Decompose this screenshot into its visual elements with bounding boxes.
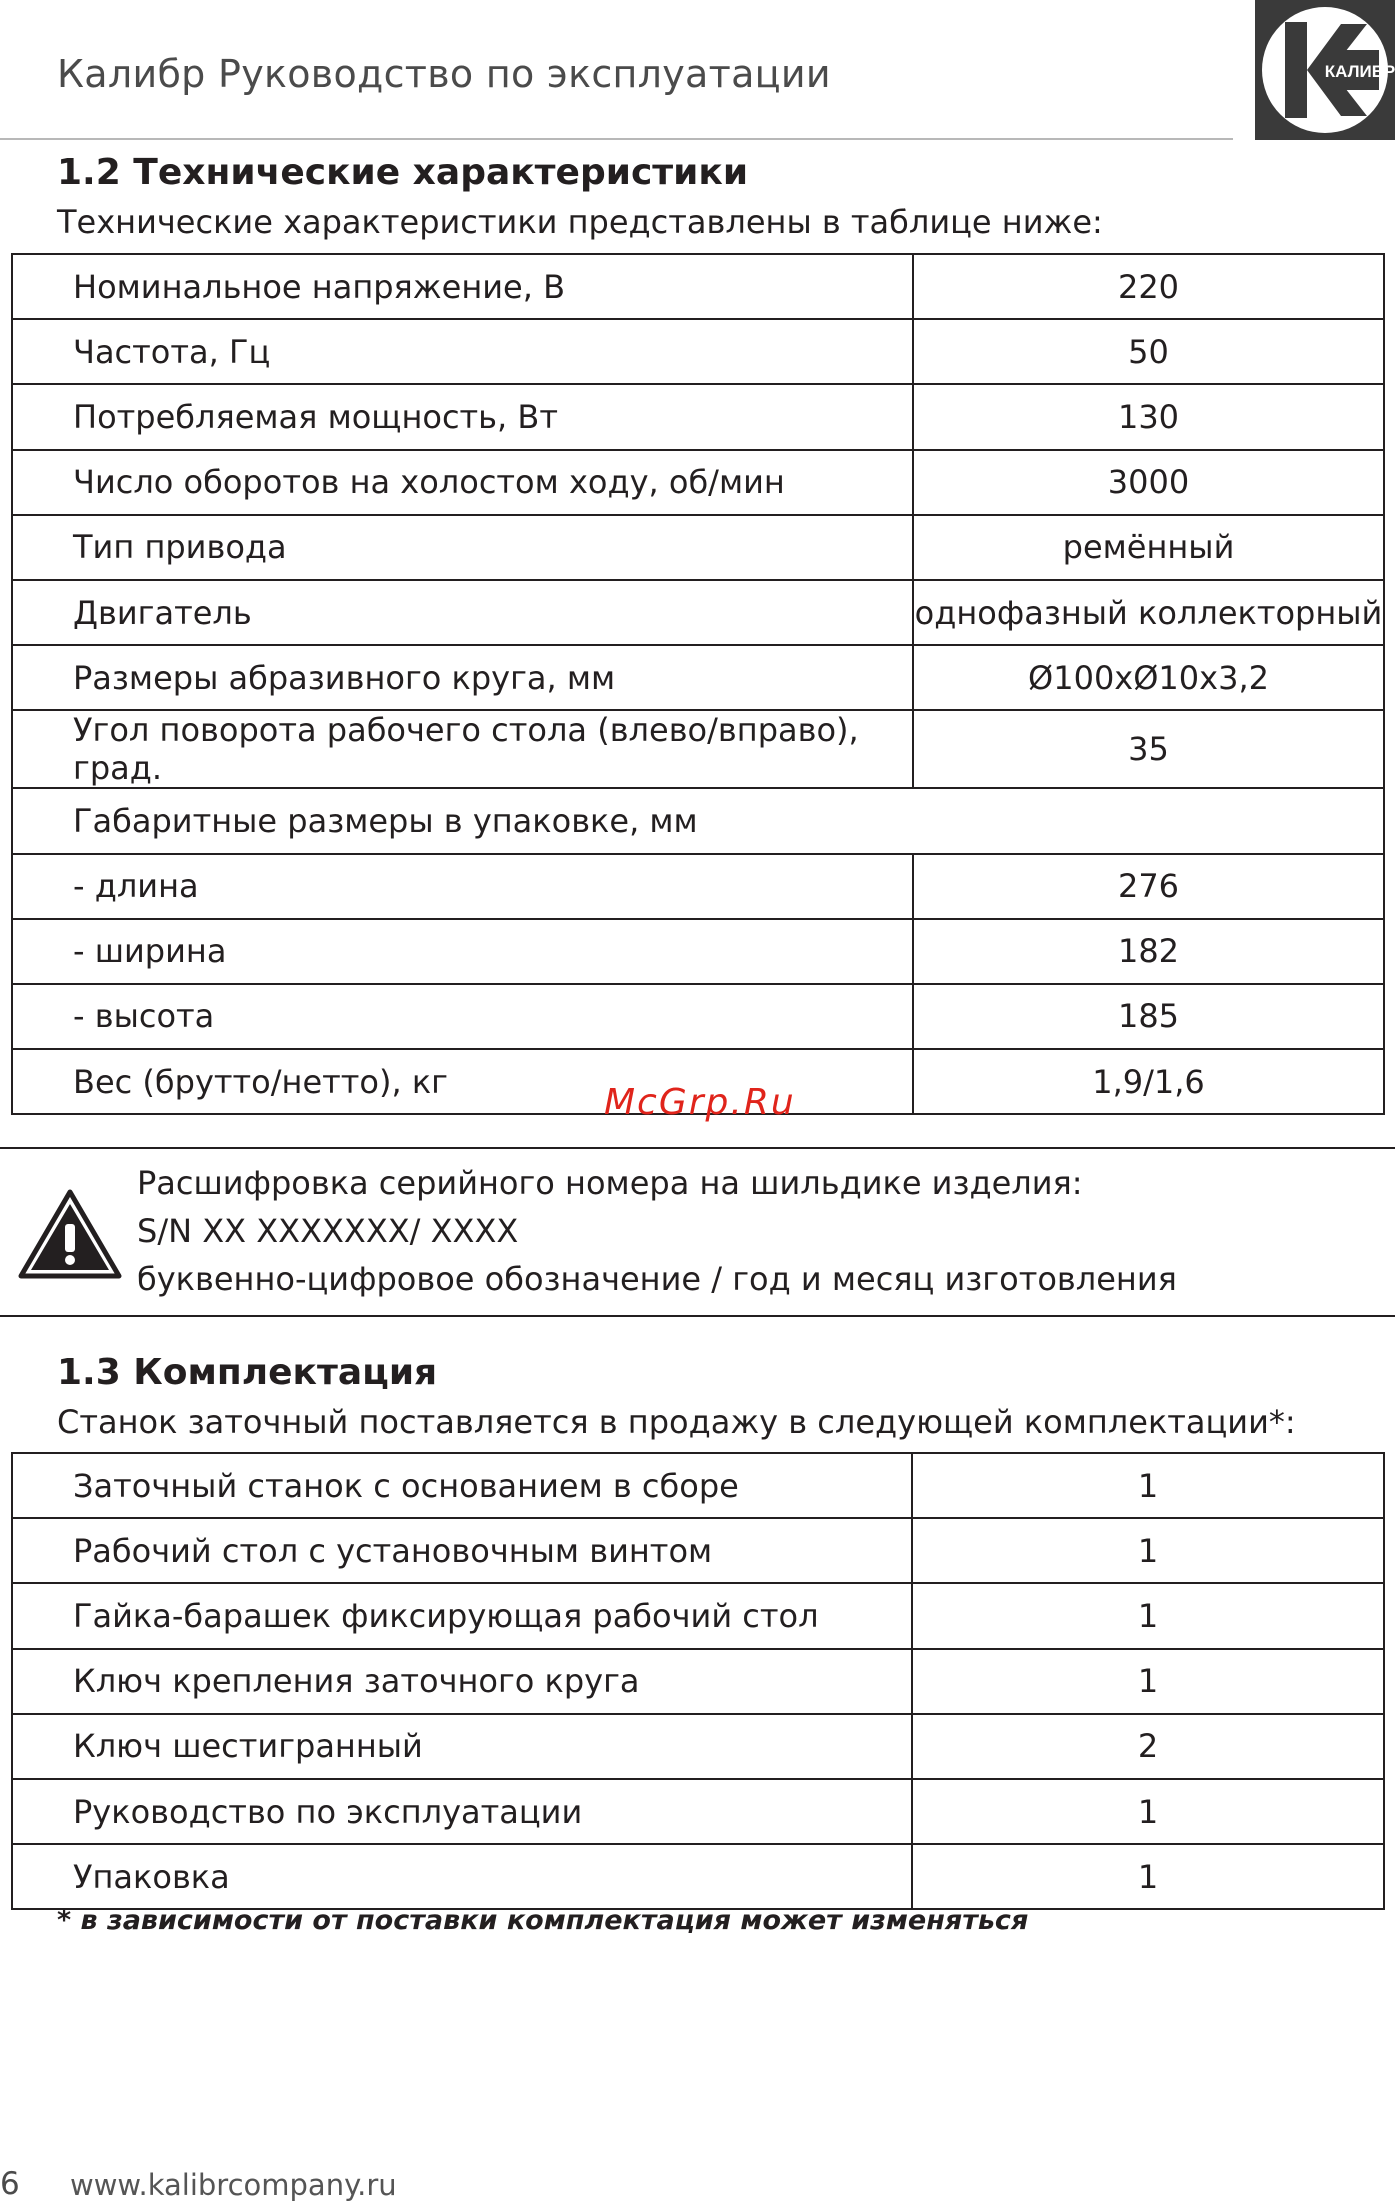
spec-table-row-label: Габаритные размеры в упаковке, мм: [12, 788, 1384, 853]
kit-table-row-value: 1: [912, 1583, 1384, 1648]
document-header-title: Калибр Руководство по эксплуатации: [57, 52, 831, 96]
spec-table-row-value: 276: [913, 854, 1384, 919]
kit-table-row-label: Гайка-барашек фиксирующая рабочий стол: [12, 1583, 912, 1648]
spec-table-row-label: - ширина: [12, 919, 913, 984]
spec-table: [11, 253, 1385, 1115]
kit-table-row: [12, 1583, 1384, 1648]
spec-table-row: [12, 580, 1384, 645]
page-number: 6: [0, 2166, 20, 2202]
kit-table-row: [12, 1453, 1384, 1518]
spec-table-row-value: однофазный коллекторный: [913, 580, 1384, 645]
warning-triangle-icon: [17, 1188, 123, 1280]
spec-table-row-label: Частота, Гц: [12, 319, 913, 384]
serial-notice-line-3: буквенно-цифровое обозначение / год и месяц изготовления: [137, 1260, 1177, 1298]
spec-table-row-value: 182: [913, 919, 1384, 984]
kit-section-heading: 1.3 Комплектация: [57, 1352, 438, 1393]
kit-table-row-value: 1: [912, 1779, 1384, 1844]
watermark-text: McGrp.Ru: [604, 1082, 796, 1123]
kit-table-row-value: 2: [912, 1714, 1384, 1779]
spec-table-row-label: - высота: [12, 984, 913, 1049]
kit-table-row-value: 1: [912, 1649, 1384, 1714]
header-divider: [0, 138, 1233, 140]
spec-table-row-value: ремённый: [913, 515, 1384, 580]
spec-table-row: [12, 919, 1384, 984]
kit-table-row-value: 1: [912, 1844, 1384, 1909]
spec-table-row-value: 130: [913, 384, 1384, 449]
spec-table-row-value: Ø100хØ10х3,2: [913, 645, 1384, 710]
spec-table-row-label: Число оборотов на холостом ходу, об/мин: [12, 450, 913, 515]
spec-table-row: [12, 984, 1384, 1049]
spec-table-row-value: 35: [913, 710, 1384, 788]
kit-intro-text: Станок заточный поставляется в продажу в следующей комплектации*:: [57, 1403, 1296, 1441]
spec-table-row-label: Вес (брутто/нетто), кг: [12, 1049, 913, 1114]
kit-table-row-label: Упаковка: [12, 1844, 912, 1909]
kit-table-row: [12, 1518, 1384, 1583]
kit-table-row: [12, 1649, 1384, 1714]
spec-table-row: [12, 645, 1384, 710]
spec-intro-text: Технические характеристики представлены в таблице ниже:: [57, 203, 1103, 241]
spec-table-row: [12, 710, 1384, 788]
kalibr-logo: [1255, 0, 1395, 140]
kit-table-row-label: Рабочий стол с установочным винтом: [12, 1518, 912, 1583]
spec-table-row: [12, 319, 1384, 384]
spec-table-row-label: Номинальное напряжение, В: [12, 254, 913, 319]
spec-table-row-value: 220: [913, 254, 1384, 319]
kalibr-logo-icon: [1255, 0, 1395, 140]
kit-table-row: [12, 1714, 1384, 1779]
spec-table-row-label: Потребляемая мощность, Вт: [12, 384, 913, 449]
kit-table-row-label: Ключ крепления заточного круга: [12, 1649, 912, 1714]
spec-table-row-label: - длина: [12, 854, 913, 919]
spec-table-row-label: Угол поворота рабочего стола (влево/вправо), град.: [12, 710, 913, 788]
kit-table-row-label: Руководство по эксплуатации: [12, 1779, 912, 1844]
kit-table-row-label: Ключ шестигранный: [12, 1714, 912, 1779]
serial-notice-line-1: Расшифровка серийного номера на шильдике изделия:: [137, 1164, 1083, 1202]
spec-table-row: [12, 854, 1384, 919]
spec-table-row-value: 185: [913, 984, 1384, 1049]
kit-table: [11, 1452, 1385, 1910]
kit-table-row-label: Заточный станок с основанием в сборе: [12, 1453, 912, 1518]
spec-table-row: [12, 515, 1384, 580]
spec-table-row: [12, 254, 1384, 319]
spec-table-row-value: 50: [913, 319, 1384, 384]
notice-bottom-rule: [0, 1315, 1395, 1317]
kit-table-row-value: 1: [912, 1518, 1384, 1583]
serial-notice-line-2: S/N XX XXXXXXX/ XXXX: [137, 1212, 519, 1250]
logo-text: КАЛИБР: [1324, 62, 1395, 81]
spec-table-row-label: Тип привода: [12, 515, 913, 580]
footer-website-link[interactable]: www.kalibrcompany.ru: [70, 2168, 397, 2202]
spec-table-row-label: Размеры абразивного круга, мм: [12, 645, 913, 710]
spec-table-row-label: Двигатель: [12, 580, 913, 645]
spec-table-row: [12, 384, 1384, 449]
spec-section-heading: 1.2 Технические характеристики: [57, 152, 749, 193]
spec-table-row-value: 1,9/1,6: [913, 1049, 1384, 1114]
kit-table-row: [12, 1779, 1384, 1844]
kit-table-row-value: 1: [912, 1453, 1384, 1518]
spec-table-row: [12, 450, 1384, 515]
notice-top-rule: [0, 1147, 1395, 1149]
kit-table-row: [12, 1844, 1384, 1909]
spec-table-row-value: 3000: [913, 450, 1384, 515]
spec-table-row: [12, 788, 1384, 853]
kit-footnote: * в зависимости от поставки комплектация может изменяться: [57, 1905, 1029, 1936]
